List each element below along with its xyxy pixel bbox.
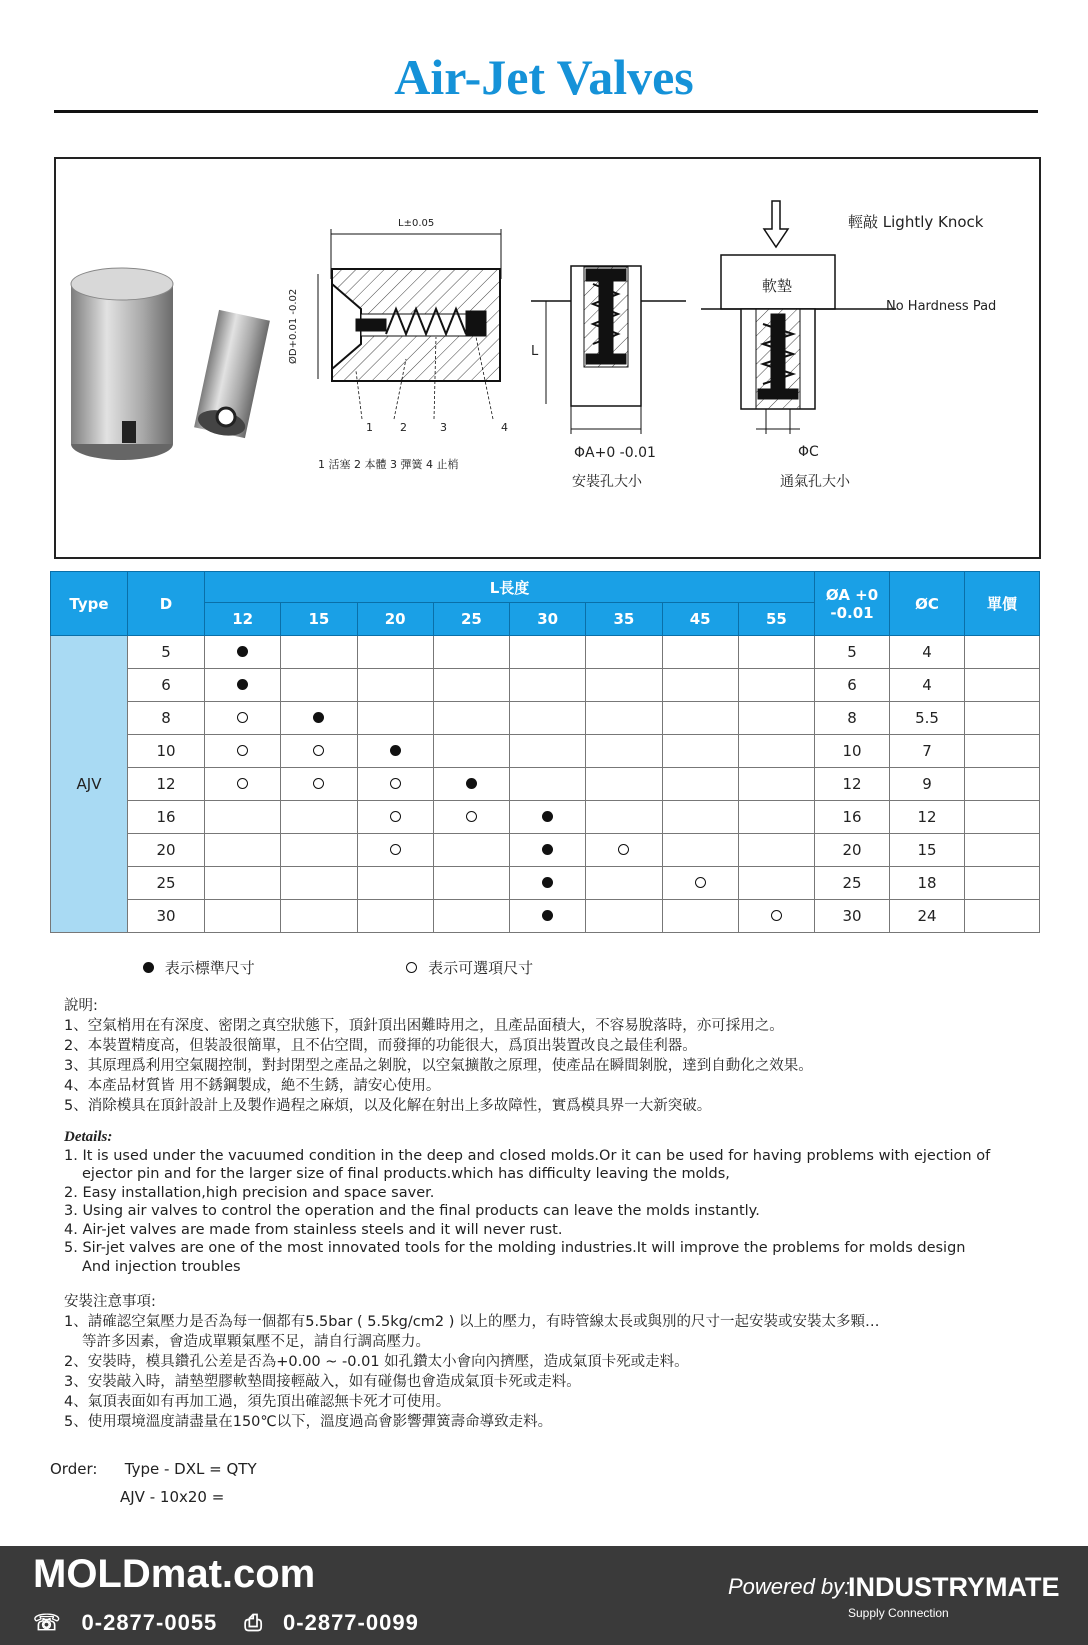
l-mark-cell [738, 801, 814, 834]
header-l-25: 25 [433, 603, 509, 636]
header-l-30: 30 [510, 603, 586, 636]
phi-c-label: ΦC [798, 444, 819, 460]
header-l-20: 20 [357, 603, 433, 636]
type-cell: AJV [51, 636, 128, 933]
details-item: 3. Using air valves to control the operation and the final products can leave the molds instantly. [64, 1203, 760, 1219]
optional-size-marker [466, 811, 477, 822]
header-l-35: 35 [586, 603, 662, 636]
l-mark-cell [510, 801, 586, 834]
details-item: 1. It is used under the vacuumed condition in the deep and closed molds.Or it can be used for having problems with ejection of [64, 1147, 991, 1164]
l-mark-cell [662, 636, 738, 669]
l-mark-cell [205, 834, 281, 867]
phi-c-cell: 18 [890, 867, 965, 900]
l-mark-cell [357, 867, 433, 900]
l-mark-cell [281, 669, 357, 702]
l-mark-cell [433, 735, 509, 768]
l-mark-cell [510, 900, 586, 933]
details-item: 5. Sir-jet valves are one of the most innovated tools for the molding industries.It will improve the problems for molds design [64, 1240, 966, 1256]
d-cell: 25 [128, 867, 205, 900]
table-row [51, 867, 1040, 900]
table-row [51, 900, 1040, 933]
l-mark-cell [281, 867, 357, 900]
l-mark-cell [662, 801, 738, 834]
phi-c-cell: 9 [890, 768, 965, 801]
small-valve-photo [194, 310, 270, 440]
notes-cn-item: 5、消除模具在頂針設計上及製作過程之麻煩，以及化解在射出上多故障性，實爲模具界一大新突破。 [64, 1098, 712, 1114]
details-item: ejector pin and for the larger size of final products.which has difficulty leaving the molds, [82, 1166, 730, 1182]
l-mark-cell [357, 801, 433, 834]
footer [0, 1546, 1088, 1645]
optional-size-marker [390, 778, 401, 789]
notes-cn-heading: 說明: [64, 998, 98, 1014]
optional-size-marker [406, 962, 417, 973]
l-mark-cell [662, 768, 738, 801]
l-mark-cell [586, 834, 662, 867]
optional-size-marker [313, 745, 324, 756]
page-title: Air-Jet Valves [394, 49, 694, 105]
header-l-55: 55 [738, 603, 814, 636]
standard-size-marker [313, 712, 324, 723]
phone-icon: ☏ [33, 1610, 62, 1635]
diameter-d-label: ØD+0.01 -0.02 [288, 288, 299, 364]
l-mark-cell [586, 669, 662, 702]
l-mark-cell [662, 702, 738, 735]
order-example: AJV - 10x20 = [120, 1488, 225, 1506]
optional-size-marker [237, 745, 248, 756]
price-cell [965, 801, 1040, 834]
details-item: And injection troubles [82, 1258, 241, 1275]
l-mark-cell [510, 834, 586, 867]
l-mark-cell [738, 702, 814, 735]
l-mark-cell [205, 636, 281, 669]
install-notes-item: 2、安裝時，模具鑽孔公差是否為+0.00 ~ -0.01 如孔鑽太小會向內擠壓，造成氣頂卡死或走料。 [64, 1354, 689, 1370]
spec-body [51, 636, 1040, 933]
table-row [51, 834, 1040, 867]
l-mark-cell [510, 768, 586, 801]
l-mark-cell [738, 900, 814, 933]
part-number-1: 1 [366, 421, 373, 434]
l-mark-cell [357, 735, 433, 768]
large-valve-photo [71, 268, 173, 460]
vent-hole-label: 通氣孔大小 [780, 474, 850, 490]
notes-cn-item: 4、本產品材質皆 用不銹鋼製成，絶不生銹，請安心使用。 [64, 1078, 441, 1094]
l-mark-cell [357, 669, 433, 702]
fax-icon: ⎙ [244, 1610, 264, 1635]
standard-size-marker [237, 646, 248, 657]
l-mark-cell [738, 636, 814, 669]
price-cell [965, 636, 1040, 669]
l-mark-cell [433, 801, 509, 834]
details-heading: Details: [64, 1129, 113, 1145]
install-notes-item: 等許多因素，會造成單顆氣壓不足，請自行調高壓力。 [82, 1334, 430, 1350]
l-mark-cell [205, 669, 281, 702]
knock-drawing [701, 201, 896, 434]
l-mark-cell [281, 735, 357, 768]
l-mark-cell [281, 702, 357, 735]
l-mark-cell [433, 702, 509, 735]
part-number-2: 2 [400, 421, 407, 434]
phi-a-cell: 20 [815, 834, 890, 867]
price-cell [965, 900, 1040, 933]
pad-en-label: No Hardness Pad [886, 299, 997, 314]
table-row [51, 636, 1040, 669]
l-mark-cell [357, 768, 433, 801]
phi-c-cell: 24 [890, 900, 965, 933]
partner-logo[interactable]: INDUSTRYMATE [848, 1572, 1060, 1602]
part-number-4: 4 [501, 421, 508, 434]
details-item: 2. Easy installation,high precision and space saver. [64, 1184, 435, 1201]
phi-c-cell: 7 [890, 735, 965, 768]
phi-c-cell: 12 [890, 801, 965, 834]
l-mark-cell [586, 900, 662, 933]
l-mark-cell [662, 900, 738, 933]
l-mark-cell [205, 735, 281, 768]
standard-size-marker [542, 811, 553, 822]
optional-size-marker [390, 811, 401, 822]
l-mark-cell [433, 900, 509, 933]
l-mark-cell [510, 669, 586, 702]
install-drawing [531, 266, 686, 434]
install-notes-item: 3、安裝敲入時，請墊塑膠軟墊間接輕敲入，如有碰傷也會造成氣頂卡死或走料。 [64, 1374, 581, 1390]
optional-size-marker [237, 712, 248, 723]
tolerance-label: L±0.05 [398, 218, 435, 229]
product-figure [54, 157, 1041, 559]
price-cell [965, 834, 1040, 867]
price-cell [965, 768, 1040, 801]
l-mark-cell [738, 735, 814, 768]
order-format-text: Type - DXL = QTY [124, 1460, 257, 1478]
l-mark-cell [433, 867, 509, 900]
table-row [51, 768, 1040, 801]
phi-a-cell: 5 [815, 636, 890, 669]
l-mark-cell [357, 702, 433, 735]
l-mark-cell [357, 834, 433, 867]
l-mark-cell [738, 867, 814, 900]
optional-size-marker [390, 844, 401, 855]
l-mark-cell [281, 636, 357, 669]
brand-logo[interactable]: MOLDmat.com [33, 1552, 316, 1596]
header-d: D [128, 572, 205, 636]
l-mark-cell [433, 669, 509, 702]
l-mark-cell [281, 834, 357, 867]
knock-label: 輕敲 Lightly Knock [848, 213, 984, 231]
order-label: Order: [50, 1460, 98, 1478]
d-cell: 5 [128, 636, 205, 669]
header-l-length: L長度 [205, 572, 815, 603]
header-l-45: 45 [662, 603, 738, 636]
header-phi-a: ØA +0 -0.01 [815, 572, 890, 636]
phi-a-cell: 6 [815, 669, 890, 702]
header-l-12: 12 [205, 603, 281, 636]
pad-label: 軟墊 [762, 277, 793, 295]
contact-numbers [33, 1610, 439, 1636]
notes-cn-item: 1、空氣梢用在有深度、密閉之真空狀態下，頂針頂出困難時用之，且產品面積大，不容易脫落時，亦可採用之。 [64, 1018, 784, 1034]
price-cell [965, 702, 1040, 735]
phone-number[interactable]: 0-2877-0055 [81, 1610, 218, 1635]
l-mark-cell [281, 900, 357, 933]
table-row [51, 702, 1040, 735]
notes-cn-item: 2、本裝置精度高，但裝設很簡單，且不佔空間，而發揮的功能很大，爲頂出裝置改良之最佳利器。 [64, 1038, 697, 1054]
price-cell [965, 867, 1040, 900]
install-notes-heading: 安裝注意事項: [64, 1294, 156, 1310]
phi-a-cell: 25 [815, 867, 890, 900]
optional-size-marker [618, 844, 629, 855]
standard-size-marker [542, 844, 553, 855]
phi-a-label: ΦA+0 -0.01 [574, 445, 656, 461]
l-mark-cell [510, 702, 586, 735]
l-mark-cell [586, 768, 662, 801]
table-row [51, 669, 1040, 702]
details-item: 4. Air-jet valves are made from stainless steels and it will never rust. [64, 1221, 563, 1238]
l-mark-cell [510, 735, 586, 768]
optional-size-marker [695, 877, 706, 888]
phi-c-cell: 15 [890, 834, 965, 867]
l-mark-cell [433, 834, 509, 867]
l-mark-cell [510, 867, 586, 900]
l-mark-cell [586, 702, 662, 735]
fax-number: 0-2877-0099 [283, 1610, 419, 1635]
l-mark-cell [586, 735, 662, 768]
l-mark-cell [738, 669, 814, 702]
parts-legend: 1 活塞 2 本體 3 彈簧 4 止梢 [318, 458, 459, 471]
l-mark-cell [662, 834, 738, 867]
header-l-15: 15 [281, 603, 357, 636]
standard-size-marker [237, 679, 248, 690]
d-cell: 12 [128, 768, 205, 801]
header-phi-c: ØC [890, 572, 965, 636]
d-cell: 10 [128, 735, 205, 768]
phi-a-cell: 10 [815, 735, 890, 768]
d-cell: 8 [128, 702, 205, 735]
d-cell: 20 [128, 834, 205, 867]
length-l-label: L [531, 344, 539, 359]
details-en [64, 1128, 990, 1276]
notes-cn-item: 3、其原理爲利用空氣閥控制，對封閉型之產品之剝脫，以空氣擴散之原理，使產品在瞬間剝脫，達到自動化之效果。 [64, 1058, 813, 1074]
table-row [51, 801, 1040, 834]
phi-a-cell: 12 [815, 768, 890, 801]
install-notes-item: 5、使用環境溫度請盡量在150℃以下，溫度過高會影響彈簧壽命導致走料。 [64, 1414, 553, 1430]
l-mark-cell [357, 636, 433, 669]
phi-c-cell: 5.5 [890, 702, 965, 735]
partner-tagline: Supply Connection [848, 1606, 949, 1620]
l-mark-cell [205, 801, 281, 834]
legend-optional: 表示可選項尺寸 [428, 959, 534, 977]
optional-size-marker [237, 778, 248, 789]
l-mark-cell [205, 900, 281, 933]
section-drawing [318, 229, 501, 419]
price-cell [965, 669, 1040, 702]
install-notes [64, 1292, 879, 1432]
l-mark-cell [281, 768, 357, 801]
l-mark-cell [662, 669, 738, 702]
install-hole-label: 安裝孔大小 [572, 474, 642, 490]
optional-size-marker [771, 910, 782, 921]
l-mark-cell [205, 867, 281, 900]
phi-c-cell: 4 [890, 636, 965, 669]
standard-size-marker [542, 877, 553, 888]
l-mark-cell [510, 636, 586, 669]
d-cell: 6 [128, 669, 205, 702]
optional-size-marker [313, 778, 324, 789]
l-mark-cell [586, 636, 662, 669]
phi-a-cell: 16 [815, 801, 890, 834]
phi-a-cell: 30 [815, 900, 890, 933]
l-mark-cell [205, 702, 281, 735]
l-mark-cell [281, 801, 357, 834]
spec-table [50, 571, 1040, 933]
l-mark-cell [586, 867, 662, 900]
d-cell: 30 [128, 900, 205, 933]
price-cell [965, 735, 1040, 768]
install-notes-item: 1、請確認空氣壓力是否為每一個都有5.5bar ( 5.5kg/cm2 ) 以上的壓力，有時管線太長或與別的尺寸一起安裝或安裝太多顆… [64, 1314, 880, 1330]
l-mark-cell [357, 900, 433, 933]
d-cell: 16 [128, 801, 205, 834]
header-price: 單價 [965, 572, 1040, 636]
l-mark-cell [662, 735, 738, 768]
l-mark-cell [205, 768, 281, 801]
standard-size-marker [542, 910, 553, 921]
l-mark-cell [738, 768, 814, 801]
standard-size-marker [143, 962, 154, 973]
l-mark-cell [586, 801, 662, 834]
l-mark-cell [433, 768, 509, 801]
l-mark-cell [662, 867, 738, 900]
notes-cn [64, 996, 813, 1116]
title-divider [54, 110, 1038, 113]
legend [143, 957, 539, 978]
l-mark-cell [738, 834, 814, 867]
header-type: Type [51, 572, 128, 636]
phi-a-cell: 8 [815, 702, 890, 735]
order-format [50, 1455, 257, 1511]
part-number-3: 3 [440, 421, 447, 434]
table-row [51, 735, 1040, 768]
legend-standard: 表示標準尺寸 [164, 959, 255, 977]
standard-size-marker [466, 778, 477, 789]
phi-c-cell: 4 [890, 669, 965, 702]
powered-by-label: Powered by: [728, 1574, 851, 1599]
l-mark-cell [433, 636, 509, 669]
install-notes-item: 4、氣頂表面如有再加工過，須先頂出確認無卡死才可使用。 [64, 1394, 451, 1410]
standard-size-marker [390, 745, 401, 756]
